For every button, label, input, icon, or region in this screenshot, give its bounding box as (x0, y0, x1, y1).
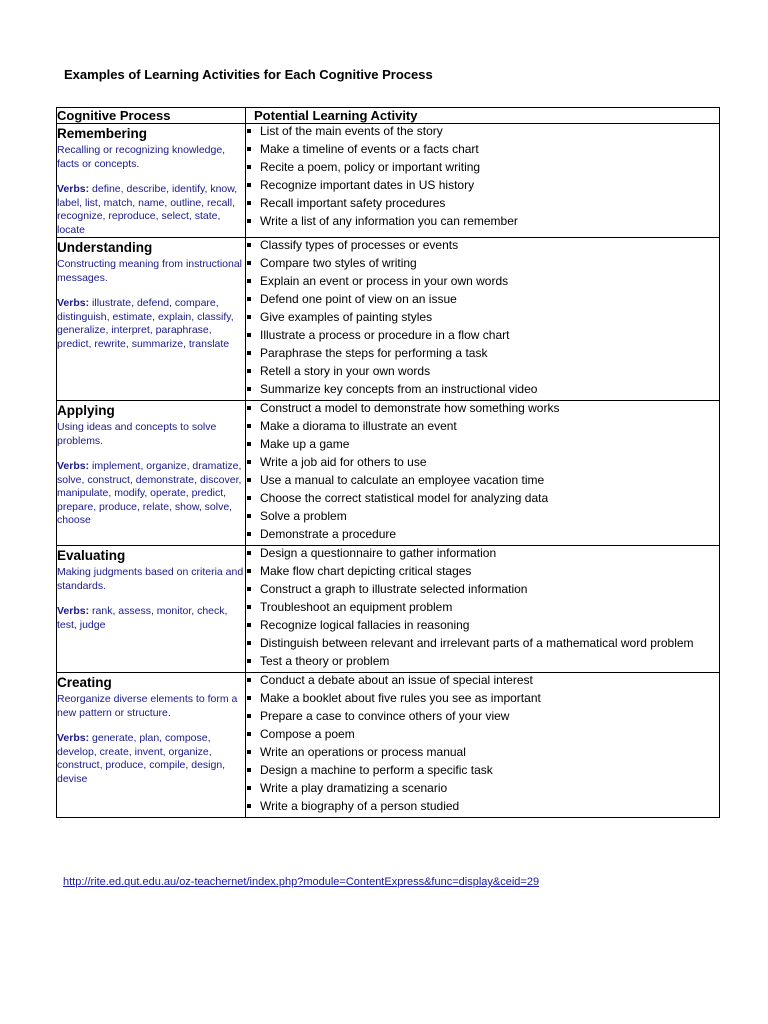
list-item: Defend one point of view on an issue (246, 292, 719, 307)
list-item: Test a theory or problem (246, 654, 719, 669)
table-row-evaluating (57, 546, 720, 673)
list-item: Make a booklet about five rules you see as important (246, 691, 719, 706)
process-name: Understanding (57, 240, 153, 255)
list-item: Make a diorama to illustrate an event (246, 419, 719, 434)
verbs-list: define, describe, identify, know, label, list, match, name, outline, recall, recognize, reproduce, select, state, locate (57, 183, 238, 236)
list-item: List of the main events of the story (246, 124, 719, 139)
document-title: Examples of Learning Activities for Each Cognitive Process (64, 67, 433, 82)
table-body (57, 124, 720, 818)
list-item: Write a list of any information you can remember (246, 214, 719, 229)
table-row-remembering (57, 124, 720, 238)
process-description: Constructing meaning from instructional messages. (57, 258, 243, 284)
list-item: Compare two styles of writing (246, 256, 719, 271)
table-row-understanding (57, 238, 720, 401)
table-header-row (57, 108, 720, 124)
list-item: Write a job aid for others to use (246, 455, 719, 470)
list-item: Recite a poem, policy or important writing (246, 160, 719, 175)
process-verbs (57, 183, 245, 237)
list-item: Write a biography of a person studied (246, 799, 719, 814)
cognitive-process-cell (57, 401, 246, 546)
verbs-label: Verbs: (57, 183, 90, 195)
process-description: Recalling or recognizing knowledge, facts or concepts. (57, 144, 226, 170)
process-verbs (57, 297, 245, 351)
list-item: Troubleshoot an equipment problem (246, 600, 719, 615)
list-item: Write a play dramatizing a scenario (246, 781, 719, 796)
table-row-creating (57, 673, 720, 818)
list-item: Retell a story in your own words (246, 364, 719, 379)
list-item: Summarize key concepts from an instructional video (246, 382, 719, 397)
list-item: Explain an event or process in your own words (246, 274, 719, 289)
source-link[interactable]: http://rite.ed.qut.edu.au/oz-teachernet/index.php?module=ContentExpress&func=display&ceid=29 (63, 876, 540, 888)
header-cognitive-process: Cognitive Process (57, 108, 246, 124)
process-verbs (57, 460, 245, 528)
learning-activities-table (56, 107, 720, 818)
list-item: Use a manual to calculate an employee vacation time (246, 473, 719, 488)
activity-list (246, 546, 719, 669)
verbs-list: implement, organize, dramatize, solve, construct, demonstrate, discover, manipulate, modify, operate, predict, prepare, produce, relate, show, solve, choose (57, 460, 242, 526)
header-learning-activity: Potential Learning Activity (246, 108, 720, 124)
process-verbs (57, 605, 245, 632)
list-item: Recognize logical fallacies in reasoning (246, 618, 719, 633)
list-item: Classify types of processes or events (246, 238, 719, 253)
list-item: Recognize important dates in US history (246, 178, 719, 193)
process-name: Applying (57, 403, 115, 418)
list-item: Demonstrate a procedure (246, 527, 719, 542)
table-row-applying (57, 401, 720, 546)
verbs-label: Verbs: (57, 605, 90, 617)
list-item: Prepare a case to convince others of your view (246, 709, 719, 724)
learning-activity-cell (246, 124, 720, 238)
process-description: Using ideas and concepts to solve problems. (57, 421, 217, 447)
activity-list (246, 401, 719, 542)
process-name: Creating (57, 675, 112, 690)
list-item: Distinguish between relevant and irrelevant parts of a mathematical word problem (246, 636, 719, 651)
activity-list (246, 124, 719, 229)
list-item: Paraphrase the steps for performing a task (246, 346, 719, 361)
list-item: Construct a graph to illustrate selected information (246, 582, 719, 597)
list-item: Conduct a debate about an issue of special interest (246, 673, 719, 688)
verbs-list: rank, assess, monitor, check, test, judge (57, 605, 228, 631)
cognitive-process-cell (57, 673, 246, 818)
cognitive-process-cell (57, 124, 246, 238)
cognitive-process-cell (57, 546, 246, 673)
list-item: Write an operations or process manual (246, 745, 719, 760)
list-item: Illustrate a process or procedure in a flow chart (246, 328, 719, 343)
verbs-label: Verbs: (57, 732, 90, 744)
list-item: Make flow chart depicting critical stages (246, 564, 719, 579)
list-item: Make a timeline of events or a facts chart (246, 142, 719, 157)
verbs-list: illustrate, defend, compare, distinguish, estimate, explain, classify, generalize, interpret, paraphrase, predict, rewrite, summarize, translate (57, 297, 234, 350)
verbs-label: Verbs: (57, 297, 90, 309)
cognitive-process-cell (57, 238, 246, 401)
list-item: Compose a poem (246, 727, 719, 742)
process-description: Reorganize diverse elements to form a new pattern or structure. (57, 693, 238, 719)
list-item: Recall important safety procedures (246, 196, 719, 211)
list-item: Construct a model to demonstrate how something works (246, 401, 719, 416)
process-name: Remembering (57, 126, 148, 141)
verbs-label: Verbs: (57, 460, 90, 472)
activity-list (246, 238, 719, 397)
list-item: Give examples of painting styles (246, 310, 719, 325)
verbs-list: generate, plan, compose, develop, create, invent, organize, construct, produce, compile, design, devise (57, 732, 226, 785)
list-item: Design a questionnaire to gather information (246, 546, 719, 561)
learning-activity-cell (246, 238, 720, 401)
process-description: Making judgments based on criteria and standards. (57, 566, 244, 592)
learning-activity-cell (246, 401, 720, 546)
process-name: Evaluating (57, 548, 126, 563)
list-item: Choose the correct statistical model for analyzing data (246, 491, 719, 506)
list-item: Solve a problem (246, 509, 719, 524)
learning-activity-cell (246, 546, 720, 673)
list-item: Design a machine to perform a specific task (246, 763, 719, 778)
learning-activity-cell (246, 673, 720, 818)
activity-list (246, 673, 719, 814)
process-verbs (57, 732, 245, 786)
list-item: Make up a game (246, 437, 719, 452)
